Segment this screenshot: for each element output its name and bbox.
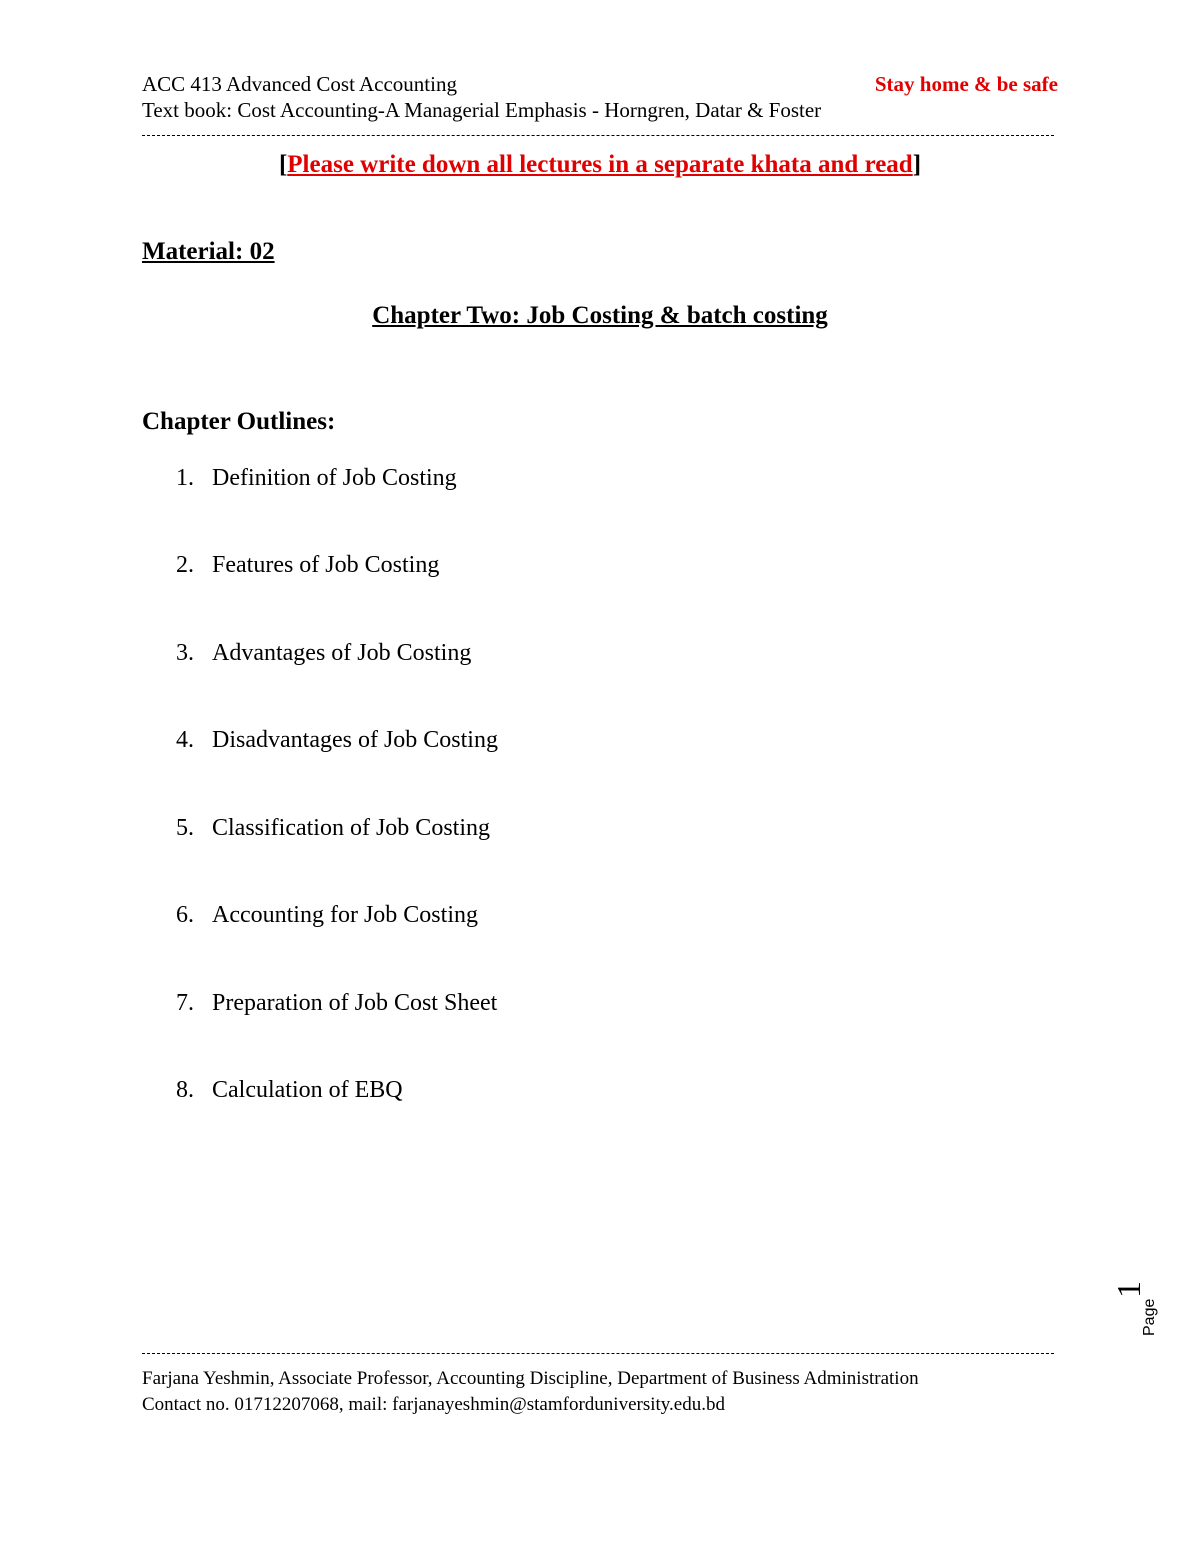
list-item-number: 1.: [176, 465, 194, 491]
outlines-heading: Chapter Outlines:: [142, 408, 336, 435]
notice-text: Please write down all lectures in a separate khata and read: [287, 151, 913, 178]
list-item: [176, 813, 490, 843]
list-item: [176, 550, 439, 580]
list-item-number: 3.: [176, 640, 194, 666]
list-item-label: Preparation of Job Cost Sheet: [212, 990, 498, 1016]
page-number: 1: [1111, 1281, 1148, 1298]
list-item-number: 7.: [176, 990, 194, 1016]
list-item: [176, 988, 497, 1018]
footer-author: Farjana Yeshmin, Associate Professor, Accounting Discipline, Department of Business Administration: [142, 1368, 919, 1389]
list-item-number: 8.: [176, 1077, 194, 1103]
motto: Stay home & be safe: [874, 72, 1058, 96]
list-item-label: Accounting for Job Costing: [212, 902, 478, 928]
list-item: [176, 900, 478, 930]
list-item-number: 5.: [176, 815, 194, 841]
notice-close-bracket: ]: [912, 151, 922, 178]
footer-contact: Contact no. 01712207068, mail: farjanayeshmin@stamforduniversity.edu.bd: [142, 1394, 725, 1415]
page-word: Page: [1141, 1298, 1158, 1336]
list-item-number: 2.: [176, 552, 194, 578]
list-item: [176, 725, 498, 755]
textbook-reference: Text book: Cost Accounting-A Managerial Emphasis - Horngren, Datar & Foster: [142, 98, 822, 122]
footer-divider: [142, 1353, 1054, 1354]
list-item: [176, 638, 471, 668]
notice: [0, 149, 1200, 181]
page-number-marker: [1108, 1268, 1168, 1342]
list-item-label: Classification of Job Costing: [212, 815, 490, 841]
list-item: [176, 1075, 403, 1105]
list-item-label: Advantages of Job Costing: [212, 640, 472, 666]
chapter-title: Chapter Two: Job Costing & batch costing: [372, 302, 828, 329]
list-item-number: 4.: [176, 727, 194, 753]
list-item-label: Calculation of EBQ: [212, 1077, 403, 1103]
list-item-label: Disadvantages of Job Costing: [212, 727, 498, 753]
list-item-label: Definition of Job Costing: [212, 465, 457, 491]
list-item-label: Features of Job Costing: [212, 552, 440, 578]
list-item-number: 6.: [176, 902, 194, 928]
notice-open-bracket: [: [278, 151, 288, 178]
material-label: Material: 02: [142, 238, 275, 265]
header-divider: [142, 135, 1054, 136]
list-item: [176, 463, 457, 493]
course-title: ACC 413 Advanced Cost Accounting: [142, 72, 457, 96]
